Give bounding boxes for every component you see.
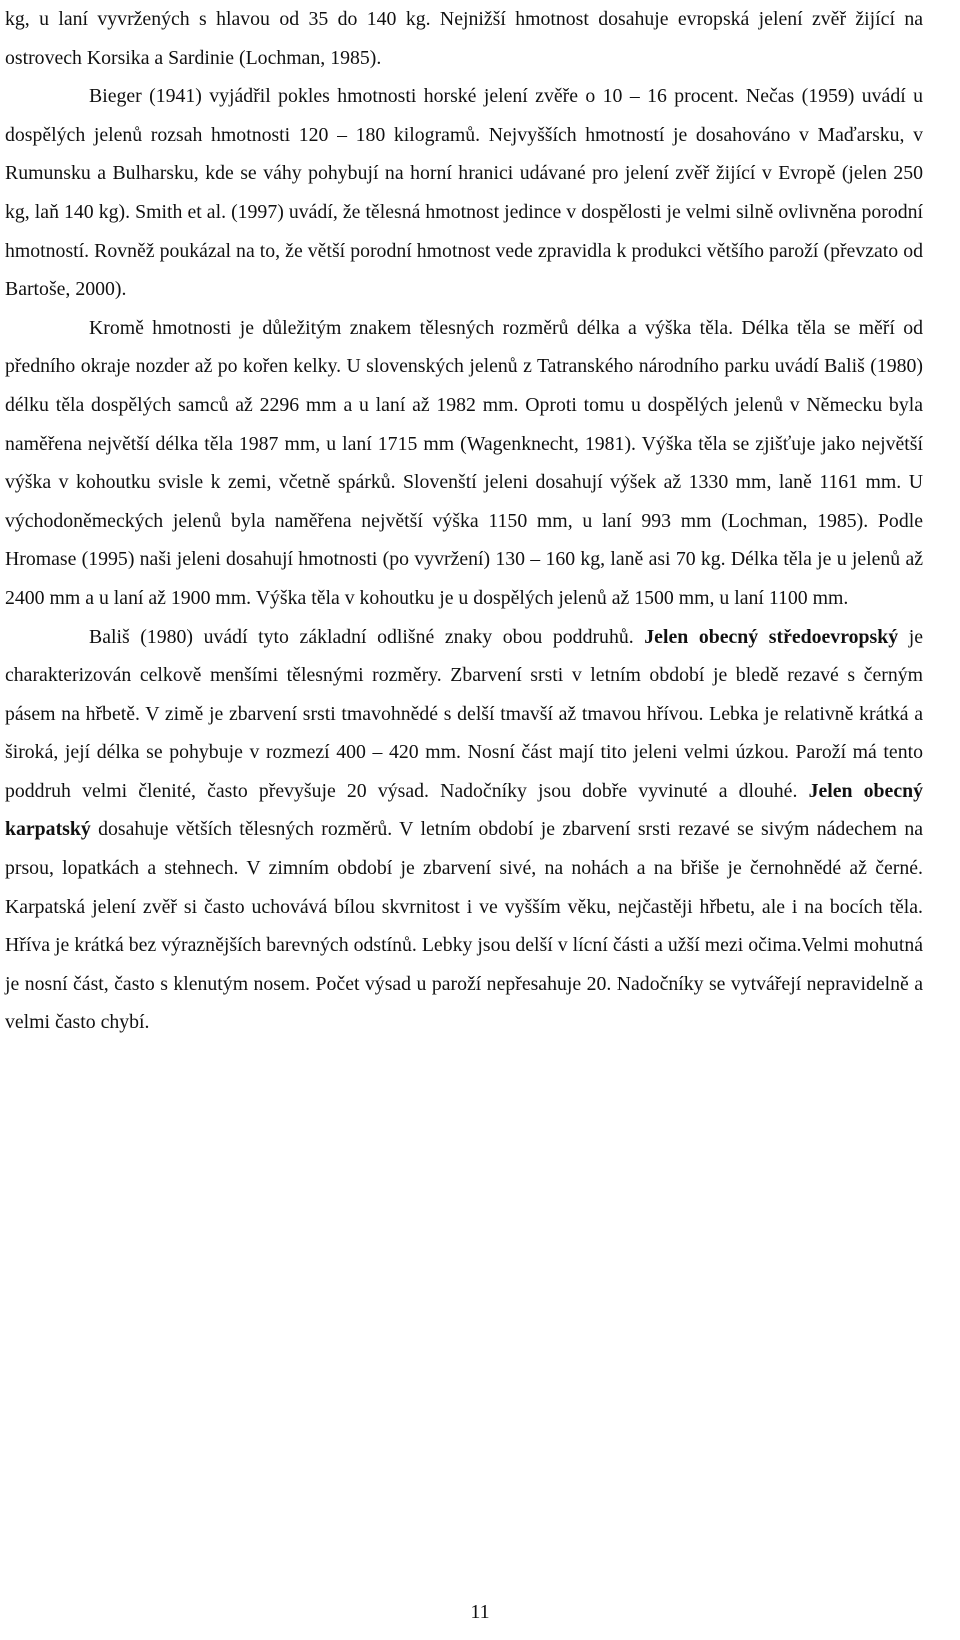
paragraph-weight-continuation [5, 0, 923, 77]
text-segment: Kromě hmotnosti je důležitým znakem tělesných rozměrů délka a výška těla. Délka těla se měří od předního okraje nozder až po kořen kelky. U slovenských jelenů z Tatranského národního parku uvádí Bališ (1980) délku těla dospělých samců až 2296 mm a u laní až 1982 mm. Oproti tomu u dospělých jelenů v Německu byla naměřena největší délka těla 1987 mm, u laní 1715 mm (Wagenknecht, 1981). Výška těla se zjišťuje jako největší výška v kohoutku svisle k zemi, včetně spárků. Slovenští jeleni dosahují výšek až 1330 mm, laně 1161 mm. U východoněmeckých jelenů byla naměřena největší výška 1150 mm, u laní 993 mm (Lochman, 1985). Podle Hromase (1995) naši jeleni dosahují hmotnosti (po vyvržení) 130 – 160 kg, laně asi 70 kg. Délka těla je u jelenů až 2400 mm a u laní až 1900 mm. Výška těla v kohoutku je u dospělých jelenů až 1500 mm, u laní 1100 mm. [5, 316, 923, 609]
page-number: 11 [470, 1601, 490, 1623]
paragraph-weight-comparison [5, 77, 923, 309]
text-segment: Bieger (1941) vyjádřil pokles hmotnosti horské jelení zvěře o 10 – 16 procent. Nečas (1959) uvádí u dospělých jelenů rozsah hmotnosti 120 – 180 kilogramů. Nejvyšších hmotností je dosahováno v Maďarsku, v Rumunsku a Bulharsku, kde se váhy pohybují na horní hranici udávané pro jelení zvěř žijící v Evropě (jelen 250 kg, laň 140 kg). Smith et al. (1997) uvádí, že tělesná hmotnost jedince v dospělosti je velmi silně ovlivněna porodní hmotností. Rovněž poukázal na to, že větší porodní hmotnost vede zpravidla k produkci většího paroží (převzato od Bartoše, 2000). [5, 85, 923, 301]
paragraph-body-dimensions [5, 309, 923, 618]
body-text [5, 0, 923, 1042]
subspecies-name-central-european: Jelen obecný středoevropský [644, 625, 899, 648]
paragraph-subspecies [5, 618, 923, 1043]
text-segment: kg, u laní vyvržených s hlavou od 35 do 140 kg. Nejnižší hmotnost dosahuje evropská jelení zvěř žijící na ostrovech Korsika a Sardinie (Lochman, 1985). [5, 8, 923, 69]
text-segment: dosahuje větších tělesných rozměrů. V letním období je zbarvení srsti rezavé se sivým nádechem na prsou, lopatkách a stehnech. V zimním období je zbarvení sivé, na nohách a na břiše je černohnědé až černé. Karpatská jelení zvěř si často uchovává bílou skvrnitost i ve vyšším věku, nejčastěji hřbetu, ale i na bocích těla. Hříva je krátká bez výraznějších barevných odstínů. Lebky jsou delší v lícní části a užší mezi očima.Velmi mohutná je nosní část, často s klenutým nosem. Počet výsad u paroží nepřesahuje 20. Nadočníky se vytvářejí nepravidelně a velmi často chybí. [5, 818, 923, 1034]
text-segment: Bališ (1980) uvádí tyto základní odlišné znaky obou poddruhů. [89, 625, 645, 648]
subspecies-name-carpathian: Jelen obecný karpatský [5, 779, 923, 841]
text-segment: je charakterizován celkově menšími tělesnými rozměry. Zbarvení srsti v letním období je bledě rezavé s černým pásem na hřbetě. V zimě je zbarvení srsti tmavohnědé s delší tmavší až tmavou hřívou. Lebka je relativně krátká a široká, její délka se pohybuje v rozmezí 400 – 420 mm. Nosní část mají tito jeleni velmi úzkou. Paroží má tento poddruh velmi členité, často převyšuje 20 výsad. Nadočníky jsou dobře vyvinuté a dlouhé. [5, 625, 923, 802]
